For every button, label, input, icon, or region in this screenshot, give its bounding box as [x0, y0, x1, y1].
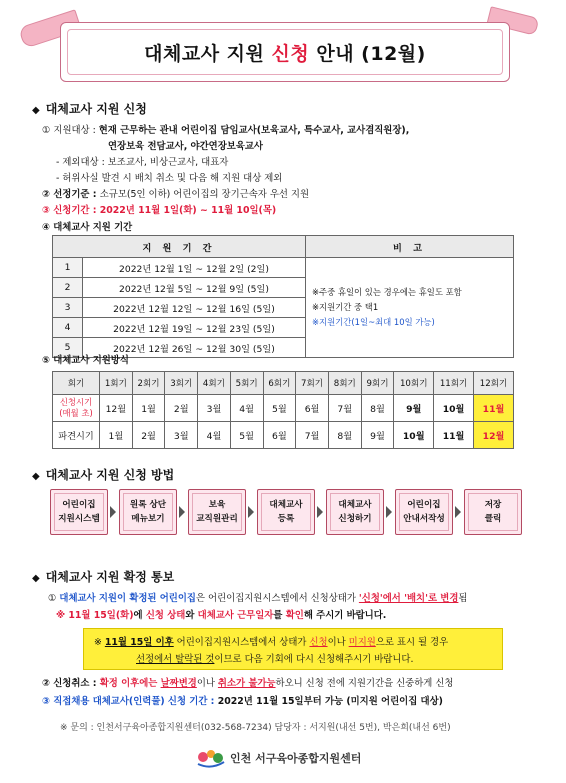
flow-step [326, 489, 384, 535]
flow-step [395, 489, 453, 535]
flow-step [257, 489, 315, 535]
title-banner [60, 22, 510, 82]
notice-line-2: 선정에서 탈락된 것이므로 다음 기회에 다시 신청해주시기 바랍니다. [136, 654, 414, 665]
remarks-cell: ※주중 휴일이 있는 경우에는 휴일도 포함 ※지원기간 중 택1 ※지원기간(1일~최대 10일 가능) [306, 258, 514, 358]
notice-line-1: ※ 11월 15일 이후 어린이집지원시스템에서 상태가 신청이나 미지원으로 표시 될 경우 [94, 637, 449, 648]
apply-row: 신청시기 (매월 초) 12월 1월 2월 3월 4월 5월 6월 7월 8월 9월 10월 11월 [53, 395, 514, 422]
method-header-row: 회기 1회기 2회기 3회기 4회기 5회기 6회기 7회기 8회기 9회기 10회기 11회기 12회기 [53, 372, 514, 395]
table-row: 3 2022년 12월 12일 ~ 12월 16일 (5일) [53, 298, 514, 318]
support-period-heading: ④ 대체교사 지원 기간 [42, 222, 133, 233]
flow-step-label: 어린이집 지원시스템 [58, 500, 100, 524]
center-name: 인천 서구육아종합지원센터 [230, 752, 362, 765]
remarks-col-header: 비 고 [306, 236, 514, 258]
support-period-table [52, 235, 514, 358]
table-row: 2 2022년 12월 5일 ~ 12월 9일 (5일) [53, 278, 514, 298]
check-date-line: ※ 11월 15일(화)에 신청 상태와 대체교사 근무일자를 확인해 주시기 바랍니다. [56, 610, 387, 621]
dispatch-row: 파견시기 1월 2월 3월 4월 5월 6월 7월 8월 9월 10월 11월 12월 [53, 422, 514, 449]
flow-step [119, 489, 177, 535]
flow-step-label: 어린이집 안내서작성 [403, 500, 445, 524]
flow-step-label: 원록 상단 메뉴보기 [129, 500, 167, 524]
arrow-right-icon [179, 506, 185, 518]
false-fact-line: - 허위사실 발견 시 배치 취소 및 다음 해 지원 대상 제외 [56, 173, 283, 184]
table-row: 4 2022년 12월 19일 ~ 12월 23일 (5일) [53, 318, 514, 338]
center-logo-icon [196, 746, 226, 768]
section-heading-apply: ◆ 대체교사 지원 신청 [32, 102, 147, 116]
method-heading: ⑤ 대체교사 지원방식 [42, 355, 129, 366]
direct-hire-line: ③ 직접채용 대체교사(인력풀) 신청 기간 : 2022년 11월 15일부터 가능 (미지원 어린이집 대상) [42, 696, 443, 707]
flow-step [50, 489, 108, 535]
contact-line: ※ 문의 : 인천서구육아종합지원센터(032-568-7234) 담당자 : 서지원(내선 5번), 박은희(내선 6번) [60, 723, 451, 733]
notice-box [83, 628, 503, 670]
flow-step [188, 489, 246, 535]
criteria-line: ② 선정기준 : 소규모(5인 이하) 어린이집의 장기근속자 우선 지원 [42, 189, 310, 200]
target-line-cont: 연장보육 전담교사, 야간연장보육교사 [108, 141, 263, 152]
section-heading-method: ◆ 대체교사 지원 신청 방법 [32, 468, 175, 482]
arrow-right-icon [317, 506, 323, 518]
apply-period-line: ③ 신청기간 : 2022년 11월 1일(화) ~ 11월 10일(목) [42, 205, 277, 216]
diamond-bullet-icon: ◆ [32, 471, 40, 482]
arrow-right-icon [455, 506, 461, 518]
period-col-header: 지 원 기 간 [53, 236, 306, 258]
flow-step-label: 대체교사 신청하기 [338, 500, 372, 524]
table-row: 5 2022년 12월 26일 ~ 12월 30일 (5일) [53, 338, 514, 358]
confirm-line: ① 대체교사 지원이 확정된 어린이집은 어린이집지원시스템에서 신청상태가 '신청'에서 '배치'로 변경됨 [48, 593, 468, 604]
flow-step-label: 저장 클릭 [484, 500, 502, 524]
table-row: 1 2022년 12월 1일 ~ 12월 2일 (2일) ※주중 휴일이 있는 경우에는 휴일도 포함 ※지원기간 중 택1 ※지원기간(1일~최대 10일 가능) [53, 258, 514, 278]
flow-step-label: 대체교사 등록 [269, 500, 303, 524]
section-heading-confirm: ◆ 대체교사 지원 확정 통보 [32, 570, 175, 584]
flow-step [464, 489, 522, 535]
page-title: 대체교사 지원 신청 안내 (12월) [144, 43, 426, 65]
exclude-line: - 제외대상 : 보조교사, 비상근교사, 대표자 [56, 157, 229, 168]
arrow-right-icon [386, 506, 392, 518]
diamond-bullet-icon: ◆ [32, 573, 40, 584]
support-method-table [52, 371, 514, 449]
cancel-line: ② 신청취소 : 확정 이후에는 날짜변경이나 취소가 불가능하오니 신청 전에 지원기간을 신중하게 신청 [42, 678, 454, 689]
diamond-bullet-icon: ◆ [32, 105, 40, 116]
flow-step-label: 보육 교직원관리 [196, 500, 238, 524]
target-line: ① 지원대상 : 현재 근무하는 관내 어린이집 담임교사(보육교사, 특수교사, 교사겸직원장), [42, 125, 410, 136]
arrow-right-icon [248, 506, 254, 518]
arrow-right-icon [110, 506, 116, 518]
